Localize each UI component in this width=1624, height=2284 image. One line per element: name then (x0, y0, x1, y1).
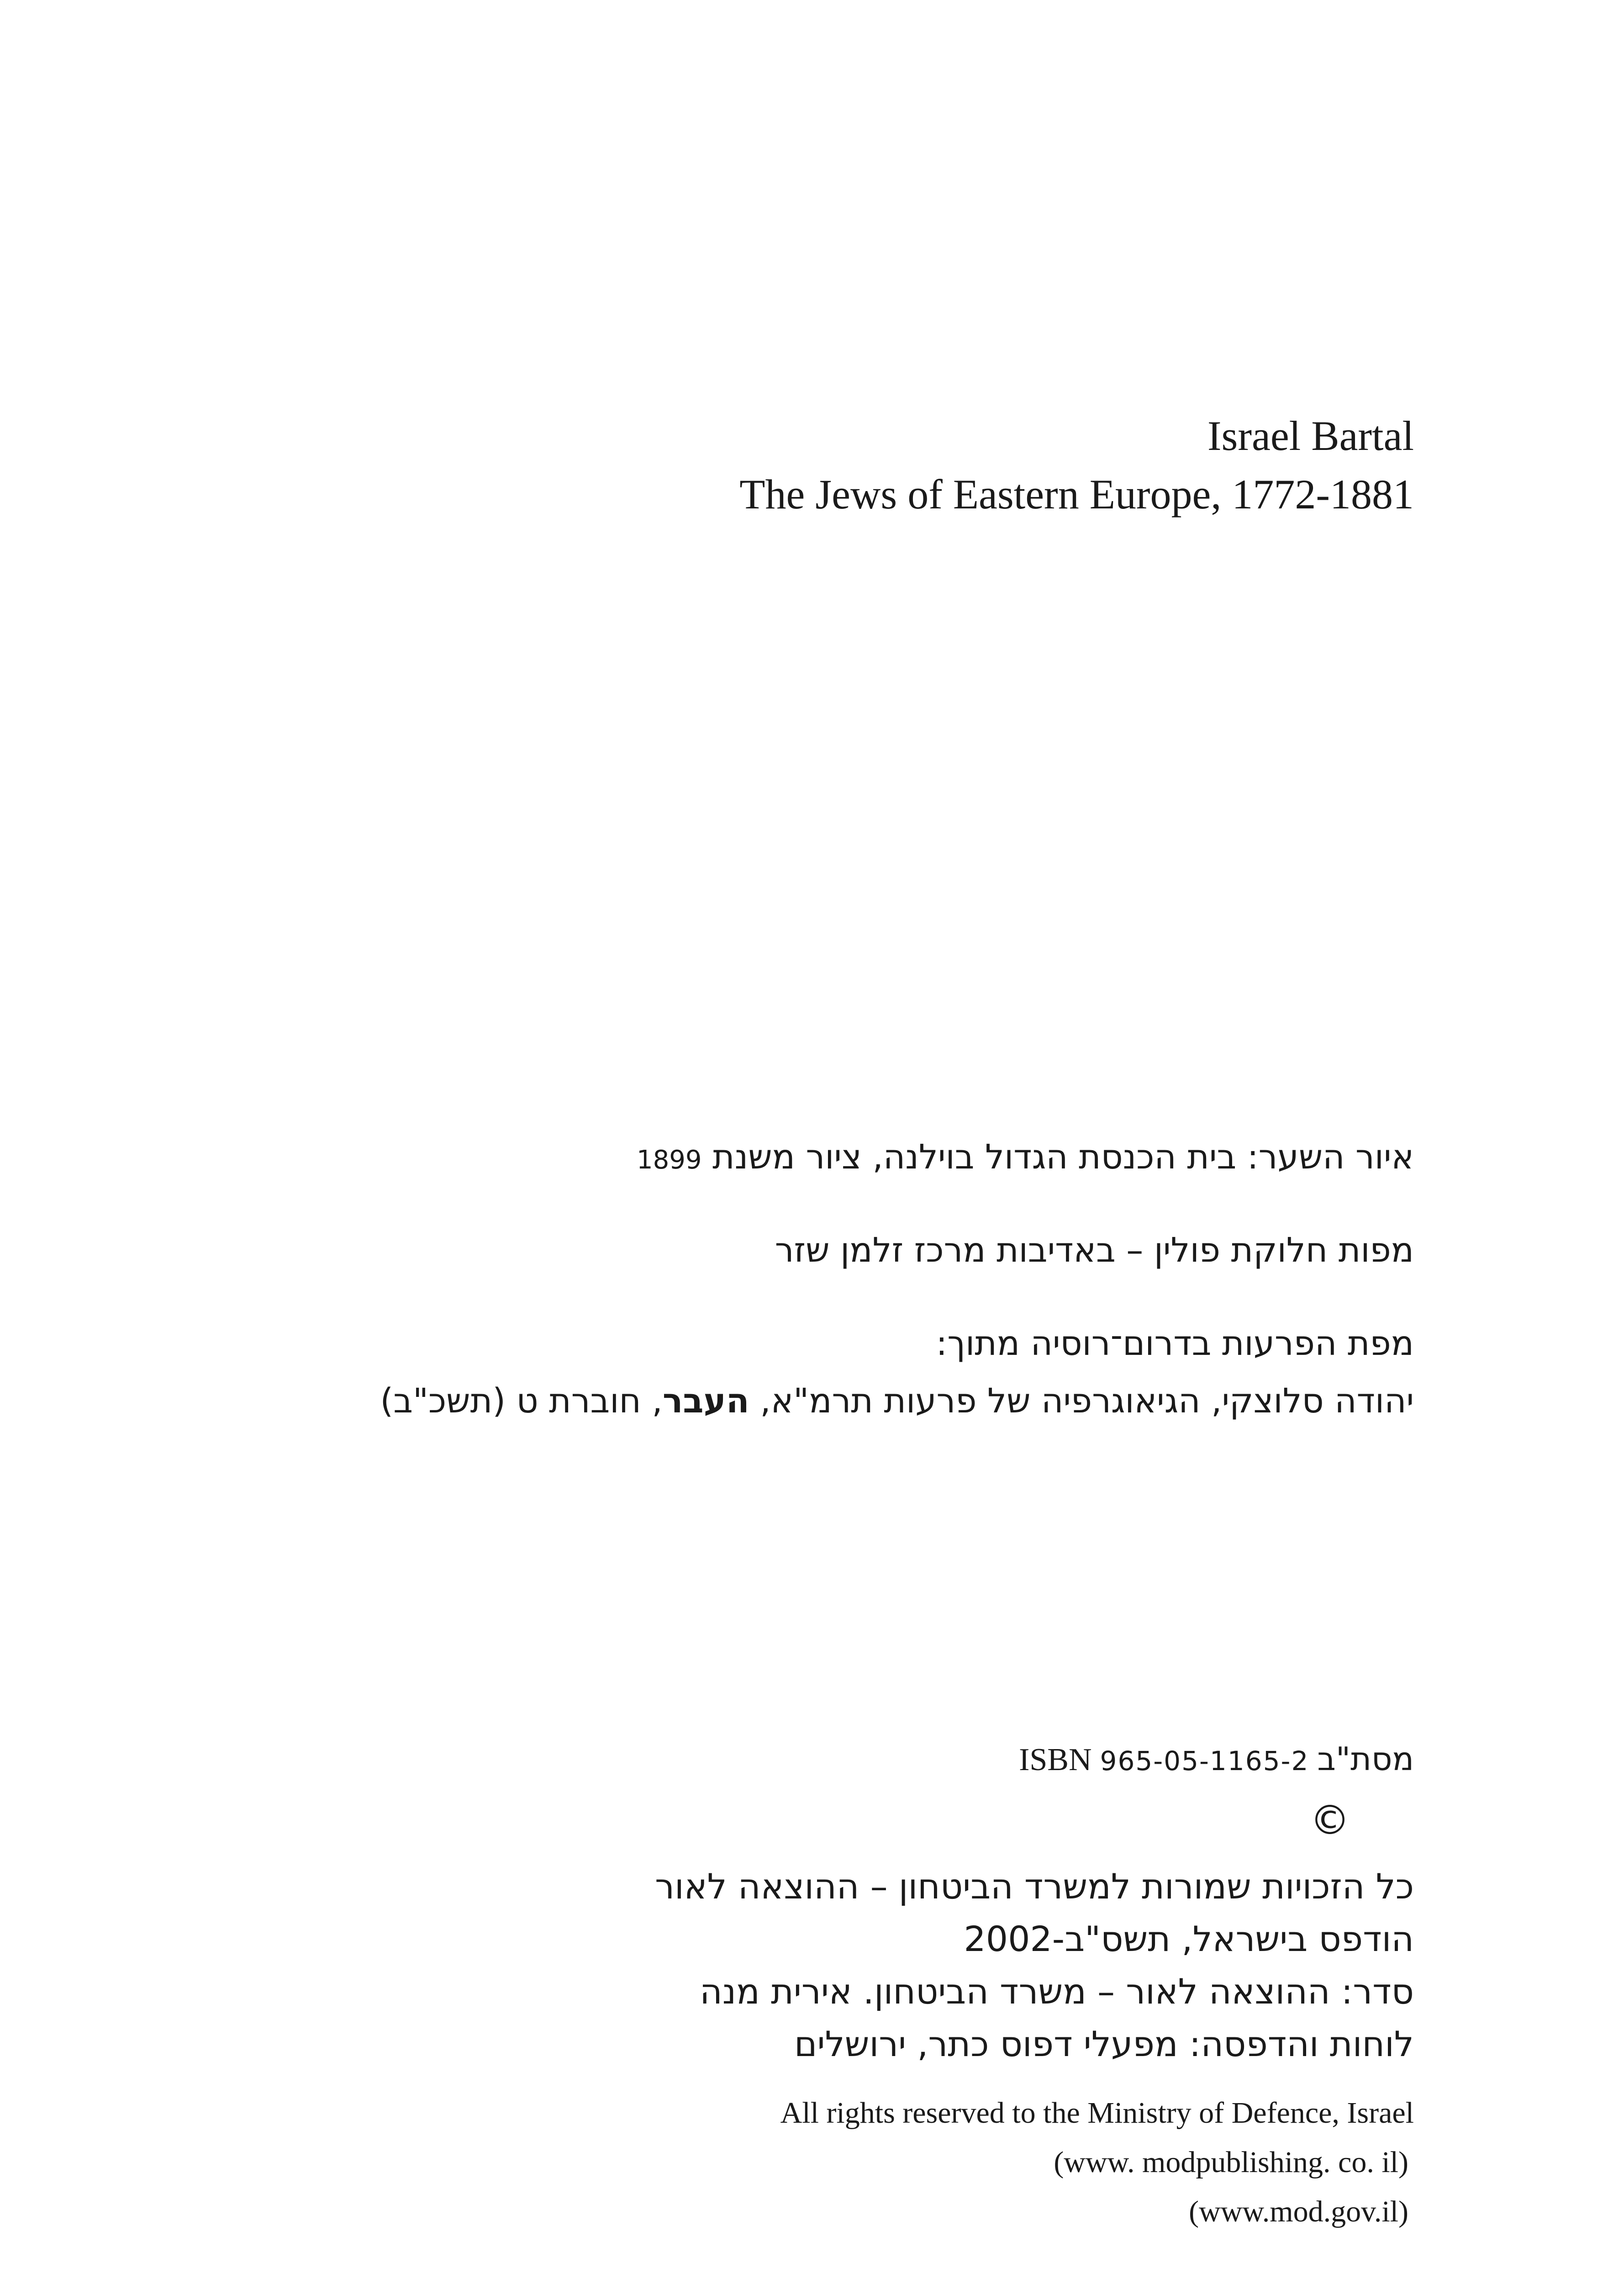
book-title: The Jews of Eastern Europe, 1772-1881 (739, 471, 1414, 518)
rights-reserved-english: All rights reserved to the Ministry of Defence, Israel (780, 2096, 1414, 2130)
pogroms-map-source (181, 1381, 1414, 1421)
illustration-year: 1899 (636, 1145, 702, 1175)
isbn-number: 965-05-1165-2 (1100, 1745, 1309, 1776)
source-author-title: יהודה סלוצקי, הגיאוגרפיה של פרעות תרמ"א, (749, 1381, 1414, 1421)
publication-block (181, 1740, 1414, 2284)
partition-maps-credit: מפות חלוקת פולין – באדיבות מרכז זלמן שזר (775, 1231, 1414, 1270)
publisher-url: (www. modpublishing. co. il) (1054, 2146, 1408, 2179)
title-block (181, 407, 1414, 523)
source-issue: , חוברת ט (תשכ"ב) (380, 1381, 663, 1421)
isbn-line (181, 1740, 1414, 1778)
pogroms-map-heading: מפת הפרעות בדרום־רוסיה מתוך: (936, 1324, 1414, 1363)
author-name: Israel Bartal (1207, 412, 1414, 459)
source-journal: העבר (662, 1381, 749, 1421)
ministry-url: (www.mod.gov.il) (1189, 2195, 1408, 2228)
printing-credit: לוחות והדפסה: מפעלי דפוס כתר, ירושלים (794, 2024, 1414, 2064)
isbn-label: ISBN (1019, 1742, 1092, 1777)
copyright-symbol: © (1310, 1797, 1350, 1844)
illustration-label: איור השער: בית הכנסת הגדול בוילנה, ציור משנת (712, 1137, 1414, 1177)
catalog-mark: מסת"ב (1317, 1740, 1414, 1778)
credits-block (181, 1137, 1414, 1421)
printed-in-israel: הודפס בישראל, תשס"ב-2002 (964, 1919, 1414, 1959)
typesetting-credit: סדר: ההוצאה לאור – משרד הביטחון. אירית מנה (700, 1971, 1414, 2012)
rights-reserved-hebrew: כל הזכויות שמורות למשרד הביטחון – ההוצאה לאור (655, 1866, 1414, 1907)
cover-illustration-credit (181, 1137, 1414, 1177)
